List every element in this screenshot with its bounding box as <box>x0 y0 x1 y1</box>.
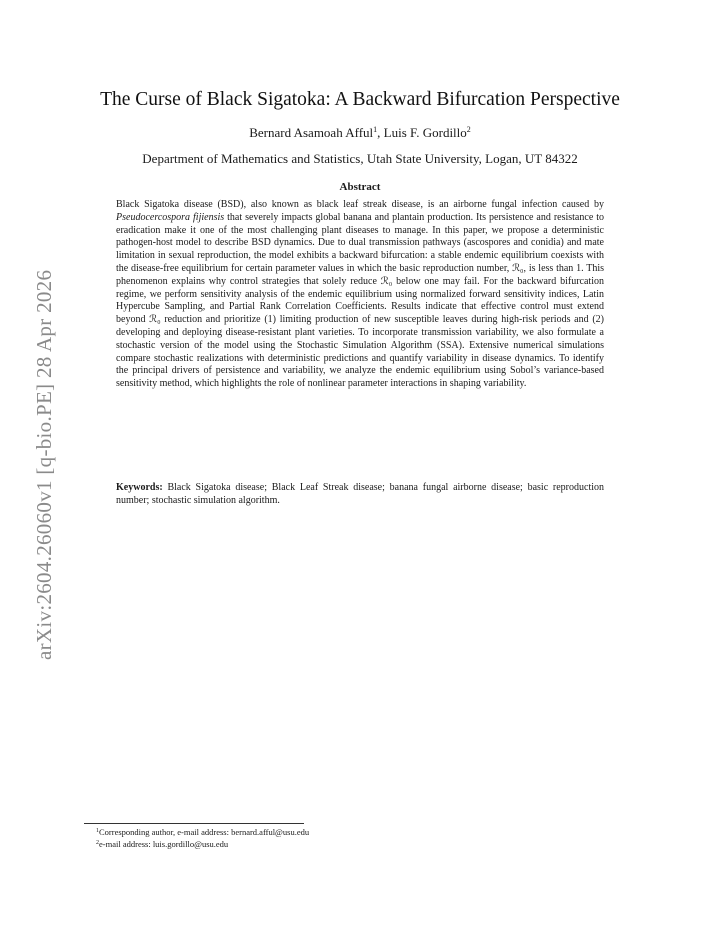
footnote-item <box>96 839 309 851</box>
keywords-section <box>116 482 604 508</box>
pathogen-name: Pseudocercospora fijiensis <box>116 211 225 223</box>
affiliation: Department of Mathematics and Statistics, Utah State University, Logan, UT 84322 <box>142 151 578 166</box>
author-name: Bernard Asamoah Afful <box>249 125 374 140</box>
abstract-body <box>116 199 604 391</box>
author-list <box>0 125 720 141</box>
abstract-text: that severely impacts global banana and plantain production. Its persistence and resistance to eradication make it one of the most challenging plant diseases to manage. In this paper, we propose a deterministic pathogen-host model to describe BSD dynamics. Due to dual transmission pathways (ascospores and conidia) and mate limitation in sexual reproduction, the model exhibits a backward bifurcation: a stable endemic equilibrium coexists with the disease-free equilibrium for certain parameter values in which the basic reproduction number, ℛ₀, is less than 1. This phenomenon explains why control strategies that solely reduce ℛ₀ below one may fail. For the backward bifurcation regime, we perform sensitivity analysis of the endemic equilibrium using normalized forward sensitivity indices, Latin Hypercube Sampling, and Partial Rank Correlation Coefficients. Results indicate that effective control must extend beyond ℛ₀ reduction and prioritize (1) limiting production of new susceptible leaves during high-risk periods and (2) developing and deploying disease-resistant plant varieties. To incorporate transmission variability, we also formulate a stochastic version of the model using the Stochastic Simulation Algorithm (SSA). Extensive numerical simulations compare stochastic realizations with deterministic predictions and quantify variability in disease dynamics. To identify the principal drivers of persistence and variability, we analyze the endemic equilibrium using Sobol’s variance-based sensitivity method, which highlights the role of nonlinear parameter interactions in shaping variability. <box>116 211 604 390</box>
keywords-label: Keywords: <box>116 482 163 493</box>
footnote-text: Corresponding author, e-mail address: bernard.afful@usu.edu <box>99 827 310 837</box>
footnote-divider <box>84 823 304 824</box>
footnote-mark: 1 <box>373 125 378 134</box>
footnote-text: e-mail address: luis.gordillo@usu.edu <box>99 838 229 849</box>
author-name: Luis F. Gordillo <box>383 125 467 140</box>
author-separator: , <box>377 125 384 140</box>
arxiv-identifier: arXiv:2604.26060v1 [q-bio.PE] 28 Apr 2026 <box>32 269 56 660</box>
keywords-text: Black Sigatoka disease; Black Leaf Streak disease; banana fungal airborne disease; basic reproduction number; stochastic simulation algorithm. <box>116 482 605 506</box>
abstract-heading: Abstract <box>339 181 381 193</box>
footnote-item <box>96 827 309 839</box>
footnote-mark: 1 <box>96 828 99 834</box>
footnote-mark: 2 <box>96 839 99 846</box>
abstract-text: Black Sigatoka disease (BSD), also known as black leaf streak disease, is an airborne fungal infection caused by <box>116 199 604 210</box>
paper-title: The Curse of Black Sigatoka: A Backward Bifurcation Perspective <box>100 89 620 110</box>
footnotes <box>96 827 309 850</box>
footnote-mark: 2 <box>466 125 471 134</box>
